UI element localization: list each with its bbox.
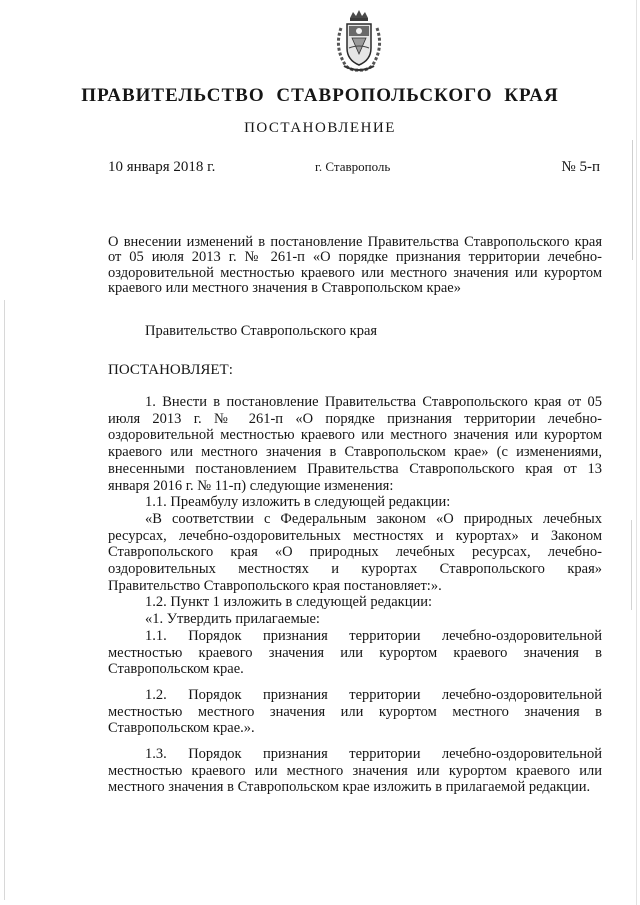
document-city: г. Ставрополь <box>315 159 391 174</box>
document-number: № 5-п <box>561 159 600 175</box>
government-title: ПРАВИТЕЛЬСТВО СТАВРОПОЛЬСКОГО КРАЯ <box>81 85 559 106</box>
document-subject: О внесении изменений в постановление Правительства Ставропольского края от 05 июля 2013 г. № 261-п «О порядке признания территории лечебно-оздоровительной местностью краевого или местного значения или курортом краевого или местного значения в Ставропольском крае» <box>108 234 602 296</box>
scan-edge-left <box>4 300 5 900</box>
paragraph-1-2: 1.2. Пункт 1 изложить в следующей редакции: <box>145 594 433 611</box>
document-body <box>108 394 602 796</box>
paragraph-1-3: 1.3. Порядок признания территории лечебно-оздоровительной местностью краевого или местного значения или курортом краевого или местного значения в Ставропольском крае изложить в прилагаемой редакции. <box>108 746 602 796</box>
document-type: ПОСТАНОВЛЕНИЕ <box>244 120 396 136</box>
paragraph-approve-1-2: 1.2. Порядок признания территории лечебно-оздоровительной местностью местного значения или курортом местного значения в Ставропольском крае.». <box>108 686 602 737</box>
coat-of-arms-emblem <box>332 8 386 74</box>
preamble: Правительство Ставропольского края <box>145 323 378 339</box>
scan-edge-right-mark-lower <box>631 520 632 610</box>
paragraph-1-1: 1.1. Преамбулу изложить в следующей редакции: <box>145 494 451 511</box>
paragraph-approve-1-1: 1.1. Порядок признания территории лечебно-оздоровительной местностью краевого значения или курортом краевого значения в Ставропольском крае. <box>108 627 602 678</box>
paragraph-approve: «1. Утвердить прилагаемые: <box>145 611 320 628</box>
paragraph-preamble-text: «В соответствии с Федеральным законом «О природных лечебных ресурсах, лечебно-оздоровительных местностях и курортах» и Законом Ставропольского края «О природных лечебных ресурсах, лечебно-оздоровительных местностях и курортах Ставропольского края» Правительство Ставропольского края постановляет:». <box>108 510 602 594</box>
paragraph-1: 1. Внести в постановление Правительства Ставропольского края от 05 июля 2013 г. № 261-п «О порядке признания территории лечебно-оздоровительной местностью краевого или местного значения или курортом краевого или местного значения в Ставропольском крае» (с изменениями, внесенными постановлением Правительства Ставропольского края от 13 января 2016 г. № 11-п) следующие изменения: <box>108 394 602 494</box>
resolves-heading: ПОСТАНОВЛЯЕТ: <box>108 362 233 378</box>
document-date: 10 января 2018 г. <box>108 159 216 175</box>
scan-edge-right-mark <box>632 140 633 260</box>
